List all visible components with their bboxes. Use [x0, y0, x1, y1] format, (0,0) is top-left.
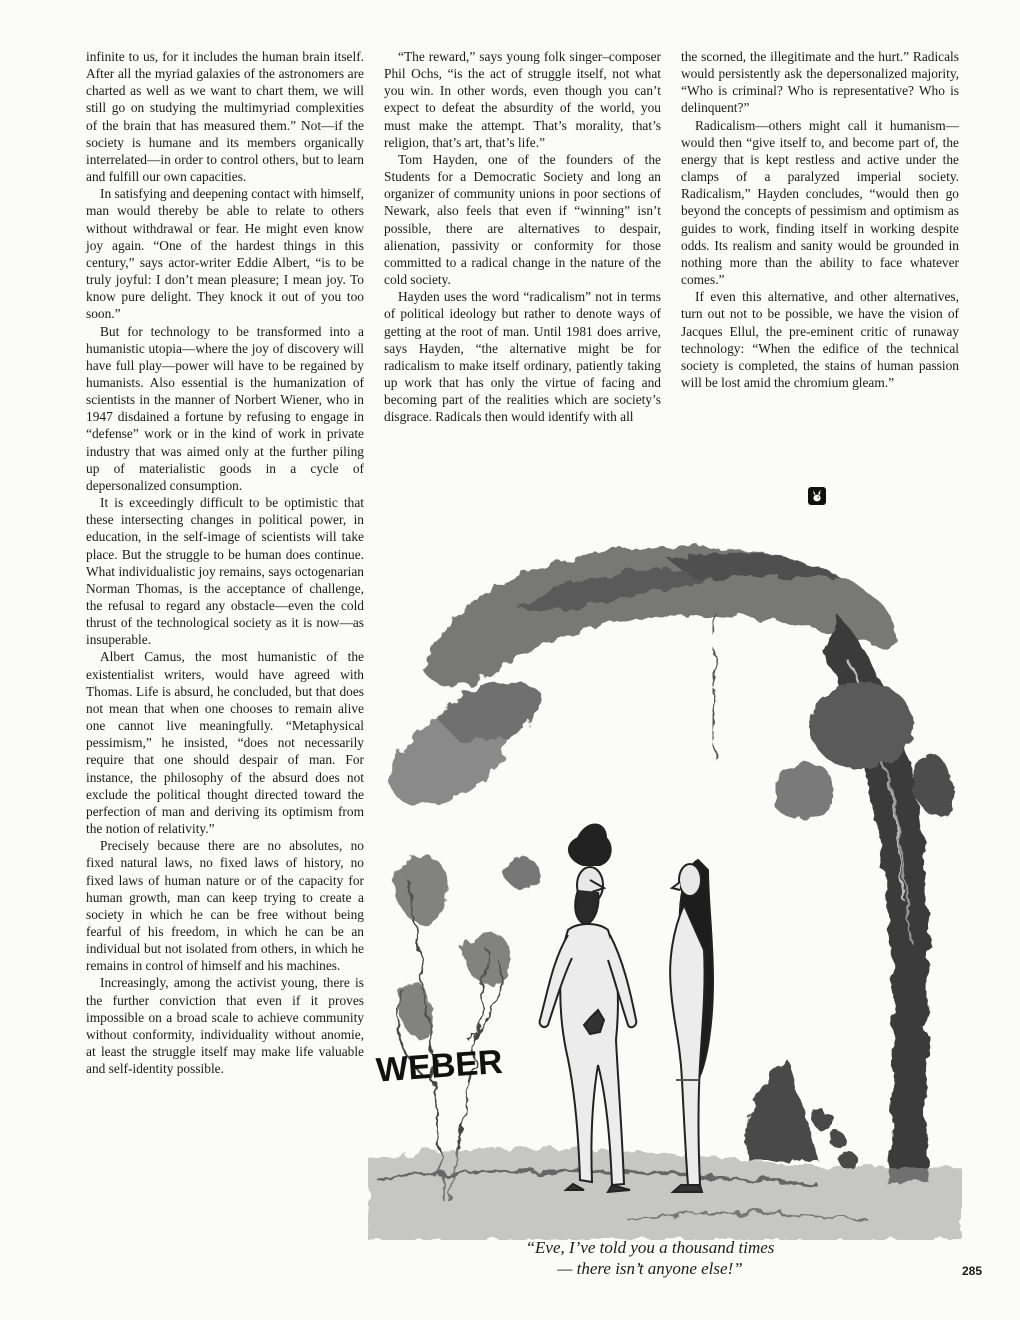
cartoon-illustration [368, 520, 962, 1240]
article-column-2 [384, 48, 661, 425]
cartoon-caption [440, 1237, 860, 1279]
paragraph: the scorned, the illegitimate and the hurt.” Radicals would persistently ask the depersonalized majority, “Who is criminal? Who is representative? Who is delinquent?” [681, 49, 959, 116]
paragraph: Radicalism—others might call it humanism—would then “give itself to, and become part of, the energy that is kept restless and active under the clamps of a paralyzed imperial society. Radicalism,” Hayden concludes, “would then go beyond the concepts of pessimism and optimism as guides to work, finding itself in working despite odds. Its realism and sanity would be grounded in nothing more than the ability to face whatever comes.” [681, 117, 959, 288]
right-foliage [773, 683, 954, 819]
caption-line: — there isn’t anyone else!” [557, 1259, 743, 1278]
ground [368, 1148, 962, 1240]
paragraph: Albert Camus, the most humanistic of the existentialist writers, would have agreed with Thomas. Life is absurd, he concluded, but that does not mean that when one chooses to remain alive one cannot live meaningfully. “Metaphysical pessimism,” he insisted, “does not necessarily require that one should despair of man. For instance, the philosophy of the absurd does not exclude the political thought directed toward the perfection of man and deriving its optimism from the notion of relativity.” [86, 649, 364, 837]
paragraph: Precisely because there are no absolutes, no fixed natural laws, no fixed laws of history, no fixed laws of human nature or of the capacity for human growth, man can keep trying to create a society in which he can be free without being fearful of his freedom, in which he can be an individual but not isolated from others, in which he remains in control of himself and his machines. [86, 838, 364, 974]
artist-signature: WEBER [374, 1042, 504, 1090]
rabbit-head-icon [808, 487, 826, 505]
paragraph: In satisfying and deepening contact with himself, man would thereby be able to relate to others without withdrawal or fear. He might even know joy again. “One of the hardest things in this century,” says actor-writer Eddie Albert, “is to be truly joyful: I don’t mean pleasure; I mean joy. To know pure delight. They knock it out of you too soon.” [86, 186, 364, 322]
paragraph: Hayden uses the word “radicalism” not in terms of political ideology but rather to denote ways of getting at the root of man. Until 1981 does arrive, says Hayden, “the alternative might be for radicalism to make itself ordinary, patiently taking up work that has only the virtue of facing and becoming part of the realities which are society’s disgrace. Radicals then would identify with all [384, 289, 661, 425]
tree-canopy [423, 546, 896, 687]
article-column-3 [681, 48, 959, 391]
paragraph: If even this alternative, and other alternatives, turn out not to be possible, we have the vision of Jacques Ellul, the pre-eminent critic of runaway technology: “When the edifice of the technical society is completed, the stains of human passion will be lost amid the chromium gleam.” [681, 289, 959, 390]
eve-figure [670, 860, 713, 1192]
paragraph: infinite to us, for it includes the human brain itself. After all the myriad galaxies of the astronomers are charted as well as we want to chart them, we will still go on studying the multimyriad complexities of the brain that has measured them.” Not—if the society is humane and its members organically interrelated—in order to control others, but to learn and fulfill our own capacities. [86, 49, 364, 185]
right-bush [747, 1060, 857, 1169]
paragraph: “The reward,” says young folk singer–composer Phil Ochs, “is the act of struggle itself, not what you win. In other words, even though you can’t expect to defeat the absurdity of the world, you must make the attempt. That’s morality, that’s religion, that’s art, that’s life.” [384, 49, 661, 150]
page-number: 285 [962, 1264, 983, 1278]
article-column-1 [86, 48, 364, 1077]
paragraph: It is exceedingly difficult to be optimistic that these intersecting changes in political power, in education, in the self-image of scientists will take place. But the struggle to be human does continue. What individualistic joy remains, says octogenarian Norman Thomas, is the acceptance of challenge, the refusal to regard any obstacle—even the cold thrust of the technological society as it is now—as insuperable. [86, 495, 364, 648]
paragraph: Tom Hayden, one of the founders of the Students for a Democratic Society and long an organizer of community unions in poor sections of Newark, also feels that even if “winning” isn’t possible, there are alternatives to despair, alienation, passivity or conformity for those committed to a radical change in the nature of the cold society. [384, 151, 661, 288]
adam-figure [540, 825, 637, 1193]
paragraph: But for technology to be transformed into a humanistic utopia—where the joy of discovery will have full play—power will have to be regained by humanists. Also essential is the humanization of scientists in the manner of Norbert Wiener, who in 1947 disdained a fortune by refusing to engage in “defense” work or in the kind of work in private industry that was aimed only at the further piling up of materialistic goods in a cycle of depersonalized consumption. [86, 323, 364, 493]
caption-line: “Eve, I’ve told you a thousand times [525, 1238, 775, 1257]
left-foliage [388, 681, 543, 889]
paragraph: Increasingly, among the activist young, there is the further conviction that even if it proves impossible on a broad scale to achieve community without conformity, individuality without anomie, at least the struggle itself may make life valuable and self-identity possible. [86, 975, 364, 1077]
